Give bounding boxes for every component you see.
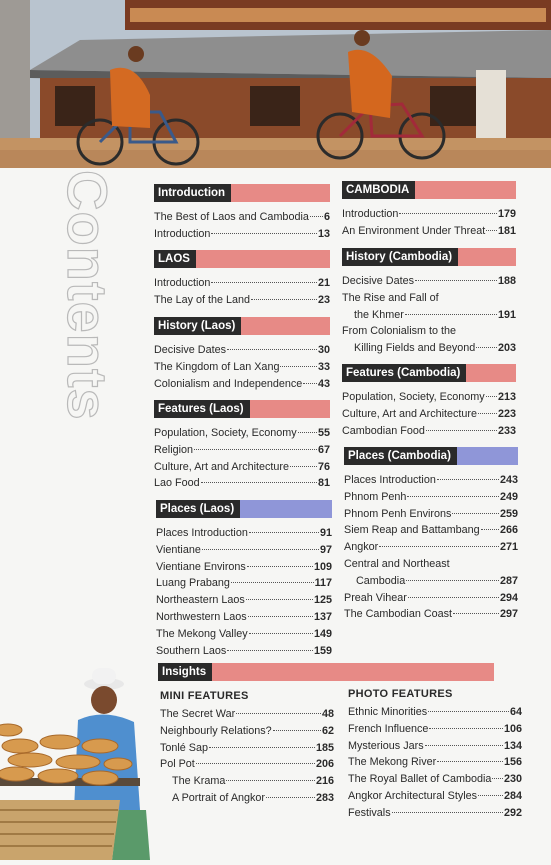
toc-entry[interactable]: The Kingdom of Lan Xang 33 xyxy=(154,360,330,373)
toc-entry[interactable]: Siem Reap and Battambang 266 xyxy=(344,524,518,537)
toc-entry[interactable]: Vientiane Environs 109 xyxy=(156,560,332,573)
mini-features xyxy=(160,684,334,807)
toc-entry[interactable]: Neighbourly Relations? 62 xyxy=(160,724,334,737)
toc-entry-line1[interactable]: From Colonialism to the xyxy=(342,325,457,338)
toc-entry[interactable]: Vientiane 97 xyxy=(156,543,332,556)
page-title xyxy=(20,170,160,440)
toc-section-features-laos xyxy=(154,400,330,492)
toc-entry[interactable]: Cambodia 287 xyxy=(356,574,518,587)
toc-entry[interactable]: Killing Fields and Beyond 203 xyxy=(354,342,516,355)
header-photo xyxy=(0,0,551,168)
toc-entry[interactable]: Culture, Art and Architecture 223 xyxy=(342,407,516,420)
toc-section-insights xyxy=(158,663,494,681)
toc-entry[interactable]: The Best of Laos and Cambodia 6 xyxy=(154,211,330,223)
toc-entry[interactable]: Ethnic Minorities 64 xyxy=(348,706,522,718)
section-heading: History (Laos) xyxy=(154,317,241,335)
toc-entry[interactable]: Mysterious Jars 134 xyxy=(348,739,522,752)
toc-entry[interactable]: Introduction 21 xyxy=(154,277,330,289)
page-title-text: Contents xyxy=(56,170,119,421)
toc-section-history-cambodia xyxy=(342,248,516,357)
section-heading: Insights xyxy=(158,663,212,681)
toc-entry-line1[interactable]: Central and Northeast xyxy=(344,557,450,570)
toc-entry[interactable]: Population, Society, Economy 55 xyxy=(154,427,330,439)
toc-entry[interactable]: Colonialism and Independence 43 xyxy=(154,377,330,390)
toc-entry[interactable]: The Royal Ballet of Cambodia 230 xyxy=(348,773,522,786)
toc-entry[interactable]: Lao Food 81 xyxy=(154,477,330,490)
section-heading: Places (Cambodia) xyxy=(344,447,457,465)
toc-entry[interactable]: Introduction 179 xyxy=(342,208,516,220)
toc-entry[interactable]: Culture, Art and Architecture 76 xyxy=(154,460,330,473)
toc-section-features-cambodia xyxy=(342,364,516,439)
toc-entry[interactable]: The Mekong River 156 xyxy=(348,756,522,769)
toc-section-laos xyxy=(154,250,330,309)
toc-entry[interactable]: Festivals 292 xyxy=(348,806,522,819)
toc-section-places-cambodia xyxy=(344,447,518,623)
toc-entry-line1[interactable]: The Rise and Fall of xyxy=(342,291,439,304)
toc-entry[interactable]: the Khmer 191 xyxy=(354,308,516,321)
toc-entry[interactable]: Northwestern Laos 137 xyxy=(156,610,332,623)
toc-entry[interactable]: Pol Pot 206 xyxy=(160,758,334,771)
toc-entry[interactable]: Southern Laos 159 xyxy=(156,644,332,657)
toc-entry[interactable]: Places Introduction 91 xyxy=(156,527,332,539)
section-heading: Features (Laos) xyxy=(154,400,250,418)
toc-entry[interactable]: Decisive Dates 188 xyxy=(342,275,516,287)
section-heading: History (Cambodia) xyxy=(342,248,458,266)
toc-entry[interactable]: Preah Vihear 294 xyxy=(344,591,518,604)
toc-entry[interactable]: Phnom Penh Environs 259 xyxy=(344,507,518,520)
toc-entry[interactable]: Luang Prabang 117 xyxy=(156,577,332,590)
toc-entry[interactable]: Religion 67 xyxy=(154,443,330,456)
toc-entry[interactable]: Places Introduction 243 xyxy=(344,474,518,486)
toc-section-history-laos xyxy=(154,317,330,392)
toc-entry[interactable]: Introduction 13 xyxy=(154,227,330,240)
toc-entry[interactable]: The Lay of the Land 23 xyxy=(154,293,330,306)
photo-features xyxy=(348,682,522,822)
section-heading: CAMBODIA xyxy=(342,181,415,199)
toc-entry[interactable]: The Mekong Valley 149 xyxy=(156,627,332,640)
toc-entry[interactable]: Phnom Penh 249 xyxy=(344,490,518,503)
toc-entry[interactable]: An Environment Under Threat 181 xyxy=(342,224,516,237)
toc-entry[interactable]: Angkor Architectural Styles 284 xyxy=(348,789,522,802)
toc-entry[interactable]: Northeastern Laos 125 xyxy=(156,594,332,607)
toc-section-places-laos xyxy=(156,500,332,659)
toc-entry[interactable]: Cambodian Food 233 xyxy=(342,424,516,437)
section-heading: Features (Cambodia) xyxy=(342,364,466,382)
toc-entry[interactable]: Tonlé Sap 185 xyxy=(160,741,334,754)
toc-entry[interactable]: The Secret War 48 xyxy=(160,708,334,720)
toc-entry[interactable]: The Krama 216 xyxy=(172,775,334,788)
toc-section-cambodia xyxy=(342,181,516,240)
toc-entry[interactable]: The Cambodian Coast 297 xyxy=(344,608,518,621)
photo-features-title: PHOTO FEATURES xyxy=(348,688,453,700)
toc-section-introduction xyxy=(154,184,330,243)
bread-vendor-photo xyxy=(0,660,170,860)
section-heading: LAOS xyxy=(154,250,196,268)
section-heading: Introduction xyxy=(154,184,231,202)
toc-entry[interactable]: Angkor 271 xyxy=(344,541,518,554)
toc-entry[interactable]: Decisive Dates 30 xyxy=(154,344,330,356)
toc-entry[interactable]: A Portrait of Angkor 283 xyxy=(172,791,334,804)
mini-features-title: MINI FEATURES xyxy=(160,690,249,702)
toc-entry[interactable]: Population, Society, Economy 213 xyxy=(342,391,516,403)
toc-entry[interactable]: French Influence 106 xyxy=(348,722,522,735)
section-heading: Places (Laos) xyxy=(156,500,240,518)
